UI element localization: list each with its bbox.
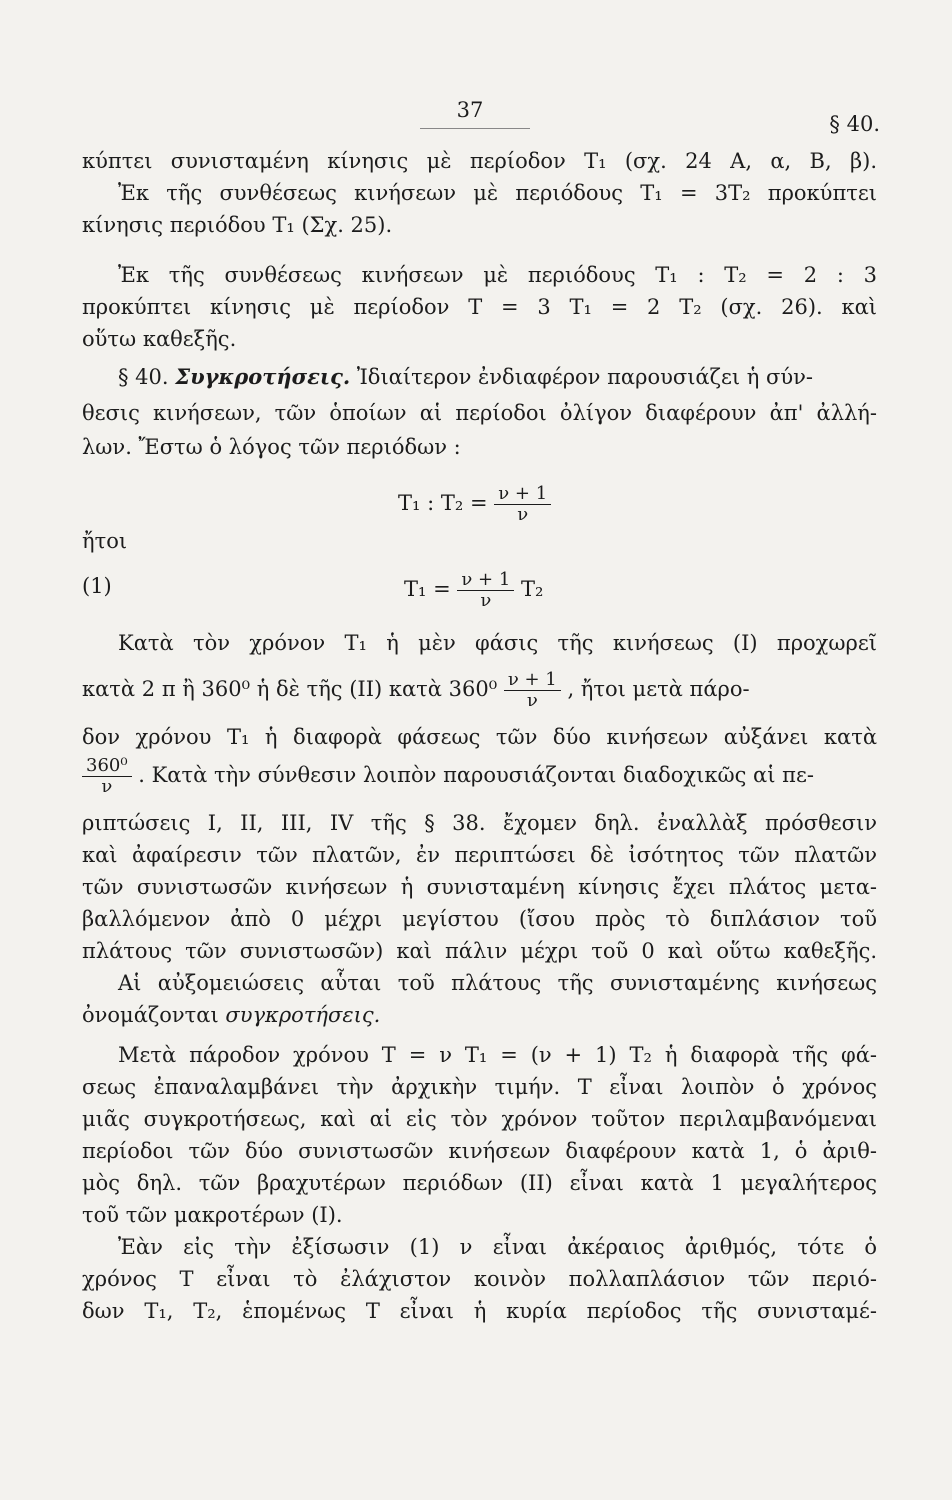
text-line-with-fraction — [82, 670, 877, 711]
equation-ratio — [398, 484, 551, 525]
text-line: πλάτους τῶν συνιστωσῶν) καὶ πάλιν μέχρι τοῦ 0 καὶ οὕτω καθεξῆς. — [82, 939, 877, 963]
page-number-rule — [420, 128, 530, 129]
equation-label: (1) — [82, 574, 112, 598]
text-line: περίοδοι τῶν δύο συνιστωσῶν κινήσεων διαφέρουν κατὰ 1, ὁ ἀριθ- — [82, 1139, 877, 1163]
text-line: Ἐκ τῆς συνθέσεως κινήσεων μὲ περιόδους T₁ = 3T₂ προκύπτει — [118, 181, 877, 205]
italic-term: συγκροτήσεις. — [225, 1003, 381, 1027]
text-line: Κατὰ τὸν χρόνον T₁ ἡ μὲν φάσις τῆς κινήσεως (I) προχωρεῖ — [118, 631, 877, 655]
fraction-numerator: ν + 1 — [494, 484, 551, 505]
equation-rhs: T₂ — [521, 577, 544, 601]
text-line: δον χρόνου T₁ ἡ διαφορὰ φάσεως τῶν δύο κινήσεων αὐξάνει κατὰ — [82, 725, 877, 749]
equation-lhs: T₁ = — [404, 577, 451, 601]
text-line: σεως ἐπαναλαμβάνει τὴν ἀρχικὴν τιμήν. T εἶναι λοιπὸν ὁ χρόνος — [82, 1075, 877, 1099]
section-intro: Ἰδιαίτερον ἐνδιαφέρον παρουσιάζει ἡ σύν- — [356, 365, 814, 389]
text-line: βαλλόμενον ἀπὸ 0 μέχρι μεγίστου (ἴσου πρὸς τὸ διπλάσιον τοῦ — [82, 907, 877, 931]
text-line: τοῦ τῶν μακροτέρων (I). — [82, 1203, 343, 1227]
text-line: δων T₁, T₂, ἑπομένως T εἶναι ἡ κυρία περίοδος τῆς συνισταμέ- — [82, 1299, 877, 1323]
text-line-with-fraction — [82, 756, 877, 797]
text-fragment: ὀνομάζονται — [82, 1003, 219, 1027]
section-number: § 40. — [118, 365, 169, 389]
text-line: τῶν συνιστωσῶν κινήσεων ἡ συνισταμένη κίνησις ἔχει πλάτος μετα- — [82, 875, 877, 899]
text-line: Ἐκ τῆς συνθέσεως κινήσεων μὲ περιόδους T₁ : T₂ = 2 : 3 — [118, 263, 877, 287]
text-line: χρόνος T εἶναι τὸ ἐλάχιστον κοινὸν πολλαπλάσιον τῶν περιό- — [82, 1267, 877, 1291]
fraction — [504, 670, 561, 711]
text-line: Αἱ αὐξομειώσεις αὗται τοῦ πλάτους τῆς συνισταμένης κινήσεως — [118, 971, 877, 995]
text-line: κύπτει συνισταμένη κίνησις μὲ περίοδον T₁ (σχ. 24 A, α, B, β). — [82, 149, 877, 173]
text-line: μὸς δηλ. τῶν βραχυτέρων περιόδων (II) εἶναι κατὰ 1 μεγαλήτερος — [82, 1171, 877, 1195]
text-fragment: . Κατὰ τὴν σύνθεσιν λοιπὸν παρουσιάζονται διαδοχικῶς αἱ πε- — [138, 763, 814, 787]
text-line: ριπτώσεις I, II, III, IV τῆς § 38. ἔχομεν δηλ. ἐναλλὰξ πρόσθεσιν — [82, 811, 877, 835]
text-line: Ἐὰν εἰς τὴν ἐξίσωσιν (1) ν εἶναι ἀκέραιος ἀριθμός, τότε ὁ — [118, 1235, 877, 1259]
text-line: θεσις κινήσεων, τῶν ὁποίων αἱ περίοδοι ὀλίγον διαφέρουν ἀπ' ἀλλή- — [82, 401, 877, 425]
equation-lhs: T₁ : T₂ = — [398, 491, 488, 515]
page-number: 37 — [456, 98, 484, 122]
text-fragment: κατὰ 2 π ἢ 360⁰ ἡ δὲ τῆς (II) κατὰ 360⁰ — [82, 677, 498, 701]
text-line: καὶ ἀφαίρεσιν τῶν πλατῶν, ἐν περιπτώσει δὲ ἰσότητος τῶν πλατῶν — [82, 843, 877, 867]
text-fragment: , ἤτοι μετὰ πάρο- — [567, 677, 750, 701]
fraction — [494, 484, 551, 525]
fraction-denominator: ν — [101, 776, 113, 797]
equation-one — [404, 570, 543, 611]
fraction-denominator: ν — [526, 690, 538, 711]
section-heading-line — [118, 364, 877, 390]
text-line: προκύπτει κίνησις μὲ περίοδον T = 3 T₁ = 2 T₂ (σχ. 26). καὶ — [82, 295, 877, 319]
fraction-numerator: ν + 1 — [457, 570, 514, 591]
text-line: μιᾶς συγκροτήσεως, καὶ αἱ εἰς τὸν χρόνον τοῦτον περιλαμβανόμεναι — [82, 1107, 877, 1131]
section-marker: § 40. — [829, 112, 880, 136]
text-line: ἤτοι — [82, 529, 128, 553]
section-title: Συγκροτήσεις. — [175, 364, 351, 389]
text-line: λων. Ἔστω ὁ λόγος τῶν περιόδων : — [82, 435, 461, 459]
text-line: Μετὰ πάροδον χρόνου T = ν T₁ = (ν + 1) T₂ ἡ διαφορὰ τῆς φά- — [118, 1043, 877, 1067]
fraction-denominator: ν — [480, 590, 492, 611]
fraction-denominator: ν — [517, 504, 529, 525]
fraction-numerator: 360⁰ — [82, 756, 132, 777]
text-line — [82, 1002, 877, 1028]
fraction — [457, 570, 514, 611]
text-line: οὕτω καθεξῆς. — [82, 327, 237, 351]
fraction-numerator: ν + 1 — [504, 670, 561, 691]
fraction — [82, 756, 132, 797]
text-line: κίνησις περιόδου T₁ (Σχ. 25). — [82, 213, 393, 237]
